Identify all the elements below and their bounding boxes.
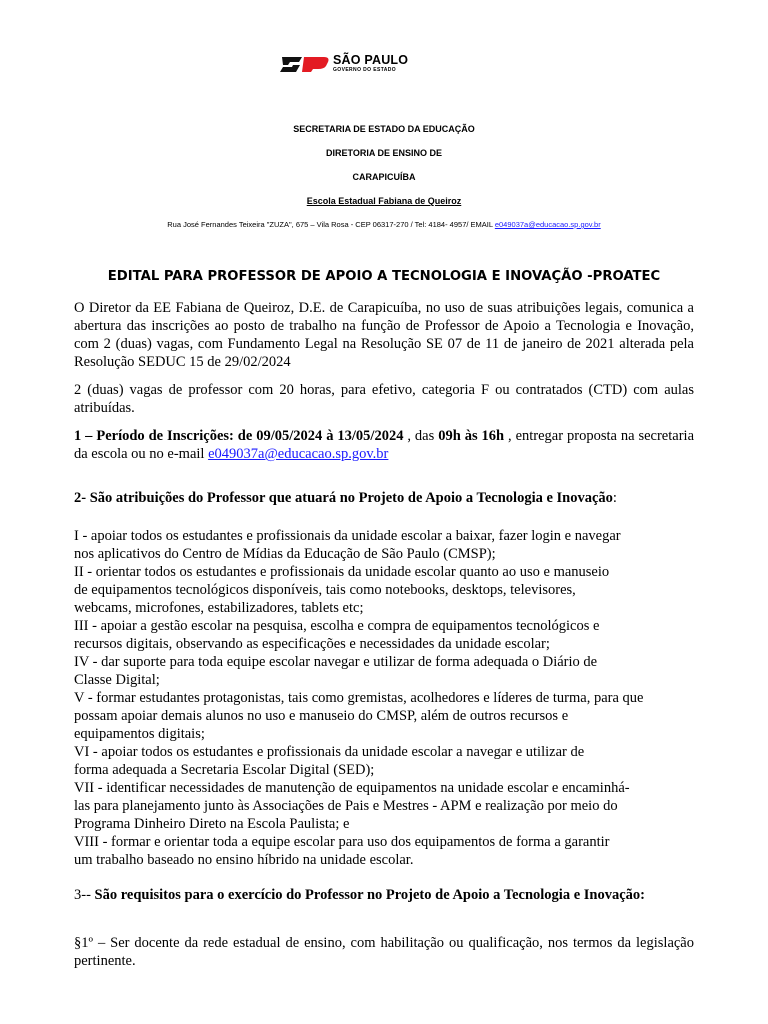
section2-list <box>74 527 694 869</box>
section2-line: V - formar estudantes protagonistas, tais como gremistas, acolhedores e líderes de turma, para que <box>74 690 644 706</box>
section2-line: recursos digitais, observando as especificações e necessidades da unidade escolar; <box>74 636 550 652</box>
header-secretaria: SECRETARIA DE ESTADO DA EDUCAÇÃO <box>293 124 475 134</box>
header-school-name: Escola Estadual Fabiana de Queiroz <box>306 196 462 206</box>
logo-brand-text: SÃO PAULO <box>333 53 409 67</box>
sp-emblem-icon <box>280 52 332 76</box>
section2-heading <box>74 489 694 507</box>
periodo-horario: 09h às 16h <box>438 428 505 444</box>
header-diretoria: DIRETORIA DE ENSINO DE <box>325 148 442 158</box>
section2-line: Programa Dinheiro Direto na Escola Paulista; e <box>74 816 350 832</box>
intro-paragraph: O Diretor da EE Fabiana de Queiroz, D.E. de Carapicuíba, no uso de suas atribuições legais, comunica a abertura das inscrições ao posto de trabalho na função de Professor de Apoio a Tecnologia e Inovação, com 2 (duas) vagas, com Fundamento Legal na Resolução SE 07 de 11 de janeiro de 2021 alterada pela Resolução SEDUC 15 de 29/02/2024 <box>74 300 694 370</box>
section2-line: I - apoiar todos os estudantes e profissionais da unidade escolar a baixar, fazer login e navegar <box>74 528 621 544</box>
section2-line: VI - apoiar todos os estudantes e profissionais da unidade escolar a navegar e utilizar de <box>74 744 585 760</box>
logo-subtitle-text: GOVERNO DO ESTADO <box>333 67 397 73</box>
header-carapicuiba: CARAPICUÍBA <box>352 172 416 182</box>
section2-line: um trabalho baseado no ensino híbrido na unidade escolar. <box>74 852 414 868</box>
document-title: EDITAL PARA PROFESSOR DE APOIO A TECNOLOGIA E INOVAÇÃO -PROATEC <box>107 269 661 284</box>
periodo-rest: , entregar proposta na secretaria da escola ou no e-mail <box>74 428 695 462</box>
periodo-mid: , das <box>403 428 439 444</box>
section2-line: de equipamentos tecnológicos disponíveis, tais como notebooks, desktops, televisores, <box>74 582 576 598</box>
section2-line: Classe Digital; <box>74 672 160 688</box>
section3-heading <box>74 886 694 904</box>
section2-line: VIII - formar e orientar toda a equipe escolar para uso dos equipamentos de forma a garantir <box>74 834 610 850</box>
address-email-link[interactable]: e049037a@educacao.sp.gov.br <box>494 220 601 229</box>
vagas-paragraph: 2 (duas) vagas de professor com 20 horas, para efetivo, categoria F ou contratados (CTD) com aulas atribuídas. <box>74 382 694 416</box>
section3-heading-text: São requisitos para o exercício do Professor no Projeto de Apoio a Tecnologia e Inovação: <box>90 887 645 903</box>
section2-line: II - orientar todos os estudantes e profissionais da unidade escolar quanto ao uso e manuseio <box>74 564 610 580</box>
section3-prefix: 3-- <box>74 887 91 903</box>
header-address <box>0 220 768 229</box>
periodo-paragraph <box>74 427 694 463</box>
periodo-label: 1 – Período de Inscrições: de 09/05/2024 à 13/05/2024 <box>74 428 404 444</box>
sao-paulo-logo <box>280 52 424 78</box>
address-text: Rua José Fernandes Teixeira "ZUZA", 675 – Vila Rosa - CEP 06317-270 / Tel: 4184- 4957/ EMAIL <box>167 220 495 229</box>
section2-line: possam apoiar demais alunos no uso e manuseio do CMSP, além de outros recursos e <box>74 708 569 724</box>
section2-line: IV - dar suporte para toda equipe escolar navegar e utilizar de forma adequada o Diário de <box>74 654 598 670</box>
section2-line: las para planejamento junto às Associações de Pais e Mestres - APM e realização por meio do <box>74 798 618 814</box>
section2-line: VII - identificar necessidades de manutenção de equipamentos na unidade escolar e encaminhá- <box>74 780 630 796</box>
section2-line: equipamentos digitais; <box>74 726 205 742</box>
section2-colon: : <box>612 490 617 506</box>
section2-line: webcams, microfones, estabilizadores, tablets etc; <box>74 600 364 616</box>
section2-line: forma adequada a Secretaria Escolar Digital (SED); <box>74 762 375 778</box>
section2-line: III - apoiar a gestão escolar na pesquisa, escolha e compra de equipamentos tecnológicos e <box>74 618 600 634</box>
section2-line: nos aplicativos do Centro de Mídias da Educação de São Paulo (CMSP); <box>74 546 496 562</box>
section2-heading-text: 2- São atribuições do Professor que atuará no Projeto de Apoio a Tecnologia e Inovação <box>74 490 613 506</box>
section3-item-1: §1º – Ser docente da rede estadual de ensino, com habilitação ou qualificação, nos termos da legislação pertinente. <box>74 935 694 969</box>
periodo-email-link[interactable]: e049037a@educacao.sp.gov.br <box>208 446 389 462</box>
